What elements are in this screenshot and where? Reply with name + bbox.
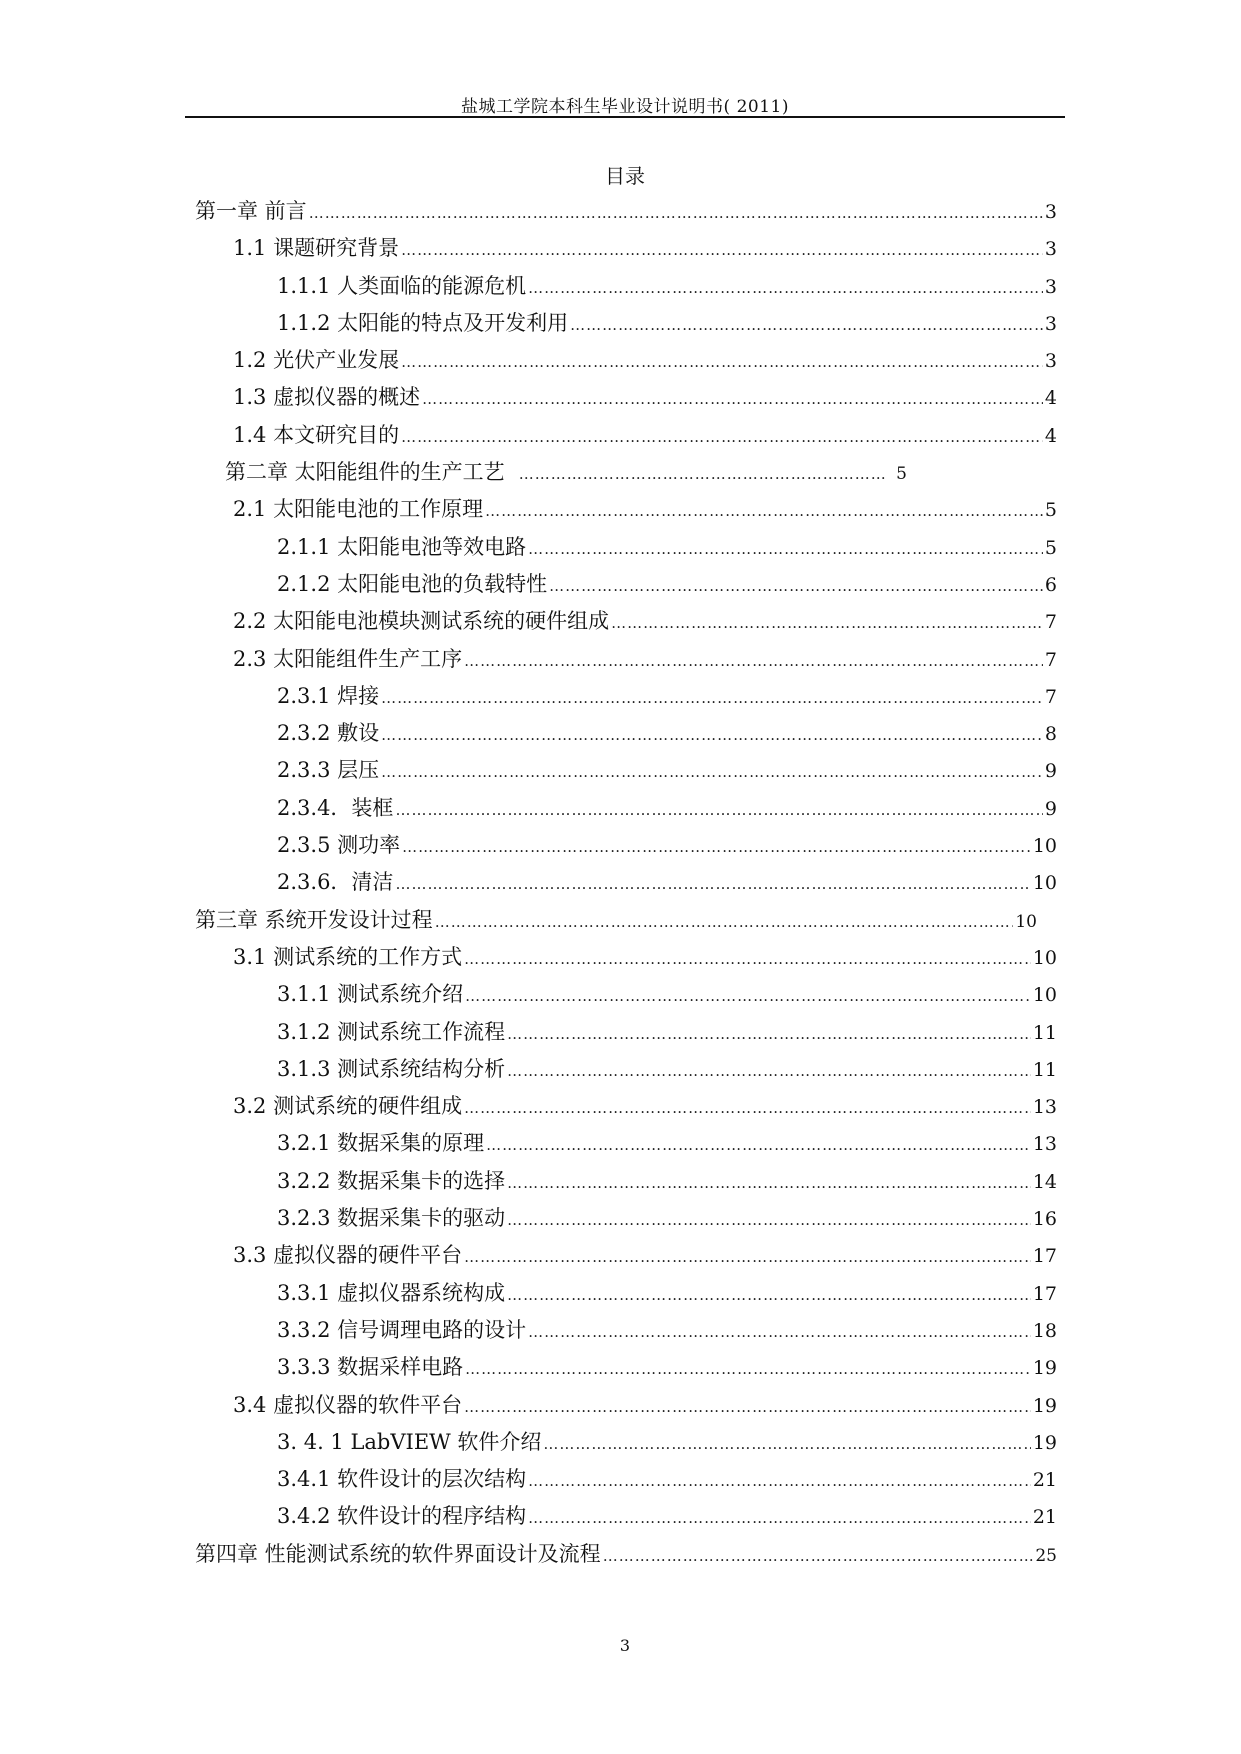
toc-entry[interactable] bbox=[195, 680, 1057, 717]
dot-leader bbox=[485, 502, 1043, 520]
toc-entry[interactable] bbox=[195, 1538, 1057, 1575]
toc-entry-label: 3.3.1 虚拟仪器系统构成 bbox=[277, 1280, 506, 1305]
toc-entry-label: 3.4.1 软件设计的层次结构 bbox=[277, 1467, 527, 1492]
dot-leader bbox=[401, 353, 1043, 371]
toc-entry[interactable] bbox=[195, 605, 1057, 642]
toc-entry[interactable] bbox=[195, 1389, 1057, 1426]
toc-entry-page: 21 bbox=[1032, 1506, 1057, 1529]
toc-entry-page: 4 bbox=[1044, 387, 1057, 410]
toc-entry-label: 1.3 虚拟仪器的概述 bbox=[233, 385, 421, 410]
dot-leader bbox=[507, 1025, 1031, 1043]
toc-entry-label: 第四章 性能测试系统的软件界面设计及流程 bbox=[195, 1541, 601, 1566]
toc-entry-label: 3.2.3 数据采集卡的驱动 bbox=[277, 1206, 506, 1231]
toc-entry[interactable] bbox=[195, 568, 1057, 605]
dot-leader bbox=[507, 1062, 1031, 1080]
toc-entry[interactable] bbox=[195, 344, 1057, 381]
dot-leader bbox=[381, 763, 1043, 781]
toc-entry-page: 17 bbox=[1032, 1282, 1057, 1305]
toc-entry-label: 1.1 课题研究背景 bbox=[233, 236, 400, 261]
toc-entry[interactable] bbox=[195, 941, 1057, 978]
dot-leader bbox=[486, 1136, 1031, 1154]
toc-entry-page: 7 bbox=[1044, 685, 1057, 708]
toc-entry[interactable] bbox=[195, 717, 1057, 754]
toc-entry[interactable] bbox=[195, 1165, 1057, 1202]
dot-leader bbox=[528, 540, 1043, 558]
page-number: 3 bbox=[619, 1636, 631, 1655]
dot-leader bbox=[570, 316, 1043, 334]
toc-entry-page: 10 bbox=[1032, 872, 1057, 895]
dot-leader bbox=[603, 1547, 1034, 1565]
running-header: 盐城工学院本科生毕业设计说明书( 2011) bbox=[461, 97, 789, 117]
toc-entry[interactable] bbox=[195, 1016, 1057, 1053]
dot-leader bbox=[381, 726, 1043, 744]
toc-entry-page: 18 bbox=[1032, 1319, 1057, 1342]
toc-entry-page: 3 bbox=[1044, 275, 1057, 298]
toc-entry[interactable] bbox=[195, 904, 1057, 941]
toc-entry[interactable] bbox=[195, 1351, 1057, 1388]
toc-entry[interactable] bbox=[195, 381, 1057, 418]
toc-entry[interactable] bbox=[195, 456, 1057, 493]
dot-leader bbox=[465, 1360, 1031, 1378]
toc-entry-label: 3.4.2 软件设计的程序结构 bbox=[277, 1504, 527, 1529]
toc-entry-label: 3.1.3 测试系统结构分析 bbox=[277, 1056, 506, 1081]
toc-entry[interactable] bbox=[195, 1127, 1057, 1164]
dot-leader bbox=[464, 950, 1031, 968]
toc-entry-label: 2.1 太阳能电池的工作原理 bbox=[233, 497, 484, 522]
toc-entry-page: 3 bbox=[1044, 238, 1057, 261]
toc-entry-label: 3.3.2 信号调理电路的设计 bbox=[277, 1317, 527, 1342]
toc-entry-page: 9 bbox=[1044, 797, 1057, 820]
toc-entry-page: 3 bbox=[1044, 201, 1057, 223]
dot-leader bbox=[435, 913, 1014, 931]
toc-entry[interactable] bbox=[195, 866, 1057, 903]
toc-entry-label: 1.2 光伏产业发展 bbox=[233, 348, 400, 373]
toc-entry[interactable] bbox=[195, 270, 1057, 307]
toc-entry-label: 3.1.1 测试系统介绍 bbox=[277, 982, 464, 1007]
toc-entry[interactable] bbox=[195, 829, 1057, 866]
toc-entry-label: 第三章 系统开发设计过程 bbox=[195, 907, 433, 932]
toc-entry[interactable] bbox=[195, 232, 1057, 269]
toc-entry-page: 19 bbox=[1032, 1394, 1057, 1417]
dot-leader bbox=[464, 652, 1043, 670]
toc-entry-page: 10 bbox=[1032, 946, 1057, 969]
toc-entry-label: 3.2 测试系统的硬件组成 bbox=[233, 1094, 463, 1119]
toc-entry[interactable] bbox=[195, 978, 1057, 1015]
toc-entry[interactable] bbox=[195, 419, 1057, 456]
toc-entry-page: 16 bbox=[1032, 1208, 1057, 1231]
dot-leader bbox=[465, 987, 1031, 1005]
dot-leader bbox=[543, 1435, 1030, 1453]
dot-leader bbox=[528, 1472, 1031, 1490]
toc-entry-label: 2.3.4．装框 bbox=[277, 795, 394, 820]
toc-entry[interactable] bbox=[195, 1426, 1057, 1463]
toc-entry-label: 3.1.2 测试系统工作流程 bbox=[277, 1019, 506, 1044]
toc-entry-label: 3.4 虚拟仪器的软件平台 bbox=[233, 1392, 463, 1417]
toc-entry-label: 2.3.3 层压 bbox=[277, 758, 380, 783]
toc-entry-page: 21 bbox=[1032, 1469, 1057, 1492]
toc-entry-label: 第一章 前言 bbox=[195, 199, 307, 223]
toc-entry-page: 6 bbox=[1044, 573, 1057, 596]
toc-entry-label: 3. 4. 1 LabVIEW 软件介绍 bbox=[277, 1429, 542, 1454]
dot-leader bbox=[422, 390, 1043, 408]
toc-entry-page: 10 bbox=[1032, 984, 1057, 1007]
toc-entry[interactable] bbox=[195, 1239, 1057, 1276]
toc-entry-label: 2.3.1 焊接 bbox=[277, 683, 380, 708]
dot-leader bbox=[309, 204, 1043, 222]
toc-entry-page: 10 bbox=[1015, 911, 1037, 932]
toc-entry[interactable] bbox=[195, 531, 1057, 568]
dot-leader bbox=[528, 279, 1043, 297]
toc-entry-label: 3.3.3 数据采样电路 bbox=[277, 1355, 464, 1380]
toc-entry-page: 8 bbox=[1044, 723, 1057, 746]
dot-leader bbox=[395, 875, 1030, 893]
toc-entry-label: 3.1 测试系统的工作方式 bbox=[233, 944, 463, 969]
toc-entry[interactable] bbox=[195, 643, 1057, 680]
toc-entry-label: 2.1.1 太阳能电池等效电路 bbox=[277, 534, 527, 559]
dot-leader bbox=[381, 689, 1043, 707]
toc-entry-page: 3 bbox=[1044, 312, 1057, 335]
toc-entry-page: 10 bbox=[1032, 835, 1057, 858]
toc-entry[interactable] bbox=[195, 1202, 1057, 1239]
toc-entry-page: 7 bbox=[1044, 611, 1057, 634]
toc-entry-label: 2.2 太阳能电池模块测试系统的硬件组成 bbox=[233, 609, 610, 634]
toc-entry[interactable] bbox=[195, 1500, 1057, 1537]
toc-entry-page: 11 bbox=[1032, 1021, 1057, 1044]
dot-leader bbox=[507, 1211, 1031, 1229]
toc-entry-page: 5 bbox=[896, 464, 907, 485]
toc-entry[interactable] bbox=[195, 1090, 1057, 1127]
toc-entry-label: 1.4 本文研究目的 bbox=[233, 422, 400, 447]
toc-entry-label: 1.1.1 人类面临的能源危机 bbox=[277, 273, 527, 298]
toc-entry-label: 3.2.1 数据采集的原理 bbox=[277, 1131, 485, 1156]
dot-leader bbox=[507, 1286, 1031, 1304]
dot-leader bbox=[395, 801, 1042, 819]
toc-entry[interactable] bbox=[195, 1277, 1057, 1314]
toc-title: 目录 bbox=[605, 164, 645, 188]
dot-leader bbox=[464, 1248, 1031, 1266]
toc-entry-label: 2.3.2 敷设 bbox=[277, 721, 380, 746]
toc-entry[interactable] bbox=[195, 1053, 1057, 1090]
toc-entry[interactable] bbox=[195, 1463, 1057, 1500]
dot-leader bbox=[464, 1099, 1031, 1117]
toc-entry[interactable] bbox=[195, 792, 1057, 829]
toc-entry-page: 13 bbox=[1032, 1133, 1057, 1156]
toc-entry-page: 17 bbox=[1032, 1245, 1057, 1268]
toc-entry-page: 3 bbox=[1044, 350, 1057, 373]
dot-leader bbox=[611, 614, 1043, 632]
toc-entry-page: 4 bbox=[1044, 424, 1057, 447]
toc-entry-label: 1.1.2 太阳能的特点及开发利用 bbox=[277, 310, 569, 335]
toc-entry-page: 19 bbox=[1032, 1357, 1057, 1380]
dot-leader bbox=[401, 428, 1043, 446]
dot-leader bbox=[519, 465, 886, 483]
dot-leader bbox=[401, 241, 1043, 259]
toc-entry-label: 2.1.2 太阳能电池的负载特性 bbox=[277, 571, 548, 596]
toc-entry[interactable] bbox=[195, 195, 1057, 232]
toc-entry-page: 13 bbox=[1032, 1096, 1057, 1119]
table-of-contents bbox=[195, 195, 1057, 1575]
header-divider bbox=[185, 116, 1065, 118]
toc-entry-page: 11 bbox=[1032, 1058, 1057, 1081]
dot-leader bbox=[507, 1174, 1031, 1192]
toc-entry-page: 25 bbox=[1035, 1545, 1057, 1566]
dot-leader bbox=[528, 1509, 1031, 1527]
toc-entry-label: 2.3.6．清洁 bbox=[277, 870, 394, 895]
toc-entry[interactable] bbox=[195, 307, 1057, 344]
toc-entry-page: 5 bbox=[1044, 499, 1057, 522]
toc-entry-label: 3.2.2 数据采集卡的选择 bbox=[277, 1168, 506, 1193]
toc-entry-label: 第二章 太阳能组件的生产工艺 bbox=[225, 460, 505, 485]
toc-entry-label: 2.3.5 测功率 bbox=[277, 833, 401, 858]
toc-entry-label: 2.3 太阳能组件生产工序 bbox=[233, 646, 463, 671]
dot-leader bbox=[464, 1398, 1031, 1416]
dot-leader bbox=[402, 838, 1031, 856]
toc-entry-label: 3.3 虚拟仪器的硬件平台 bbox=[233, 1243, 463, 1268]
toc-entry[interactable] bbox=[195, 754, 1057, 791]
toc-entry-page: 14 bbox=[1032, 1170, 1057, 1193]
dot-leader bbox=[528, 1323, 1031, 1341]
toc-entry[interactable] bbox=[195, 493, 1057, 530]
dot-leader bbox=[549, 577, 1043, 595]
toc-entry-page: 5 bbox=[1044, 536, 1057, 559]
toc-entry[interactable] bbox=[195, 1314, 1057, 1351]
toc-entry-page: 7 bbox=[1044, 648, 1057, 671]
toc-entry-page: 19 bbox=[1032, 1431, 1057, 1454]
toc-entry-page: 9 bbox=[1044, 760, 1057, 783]
